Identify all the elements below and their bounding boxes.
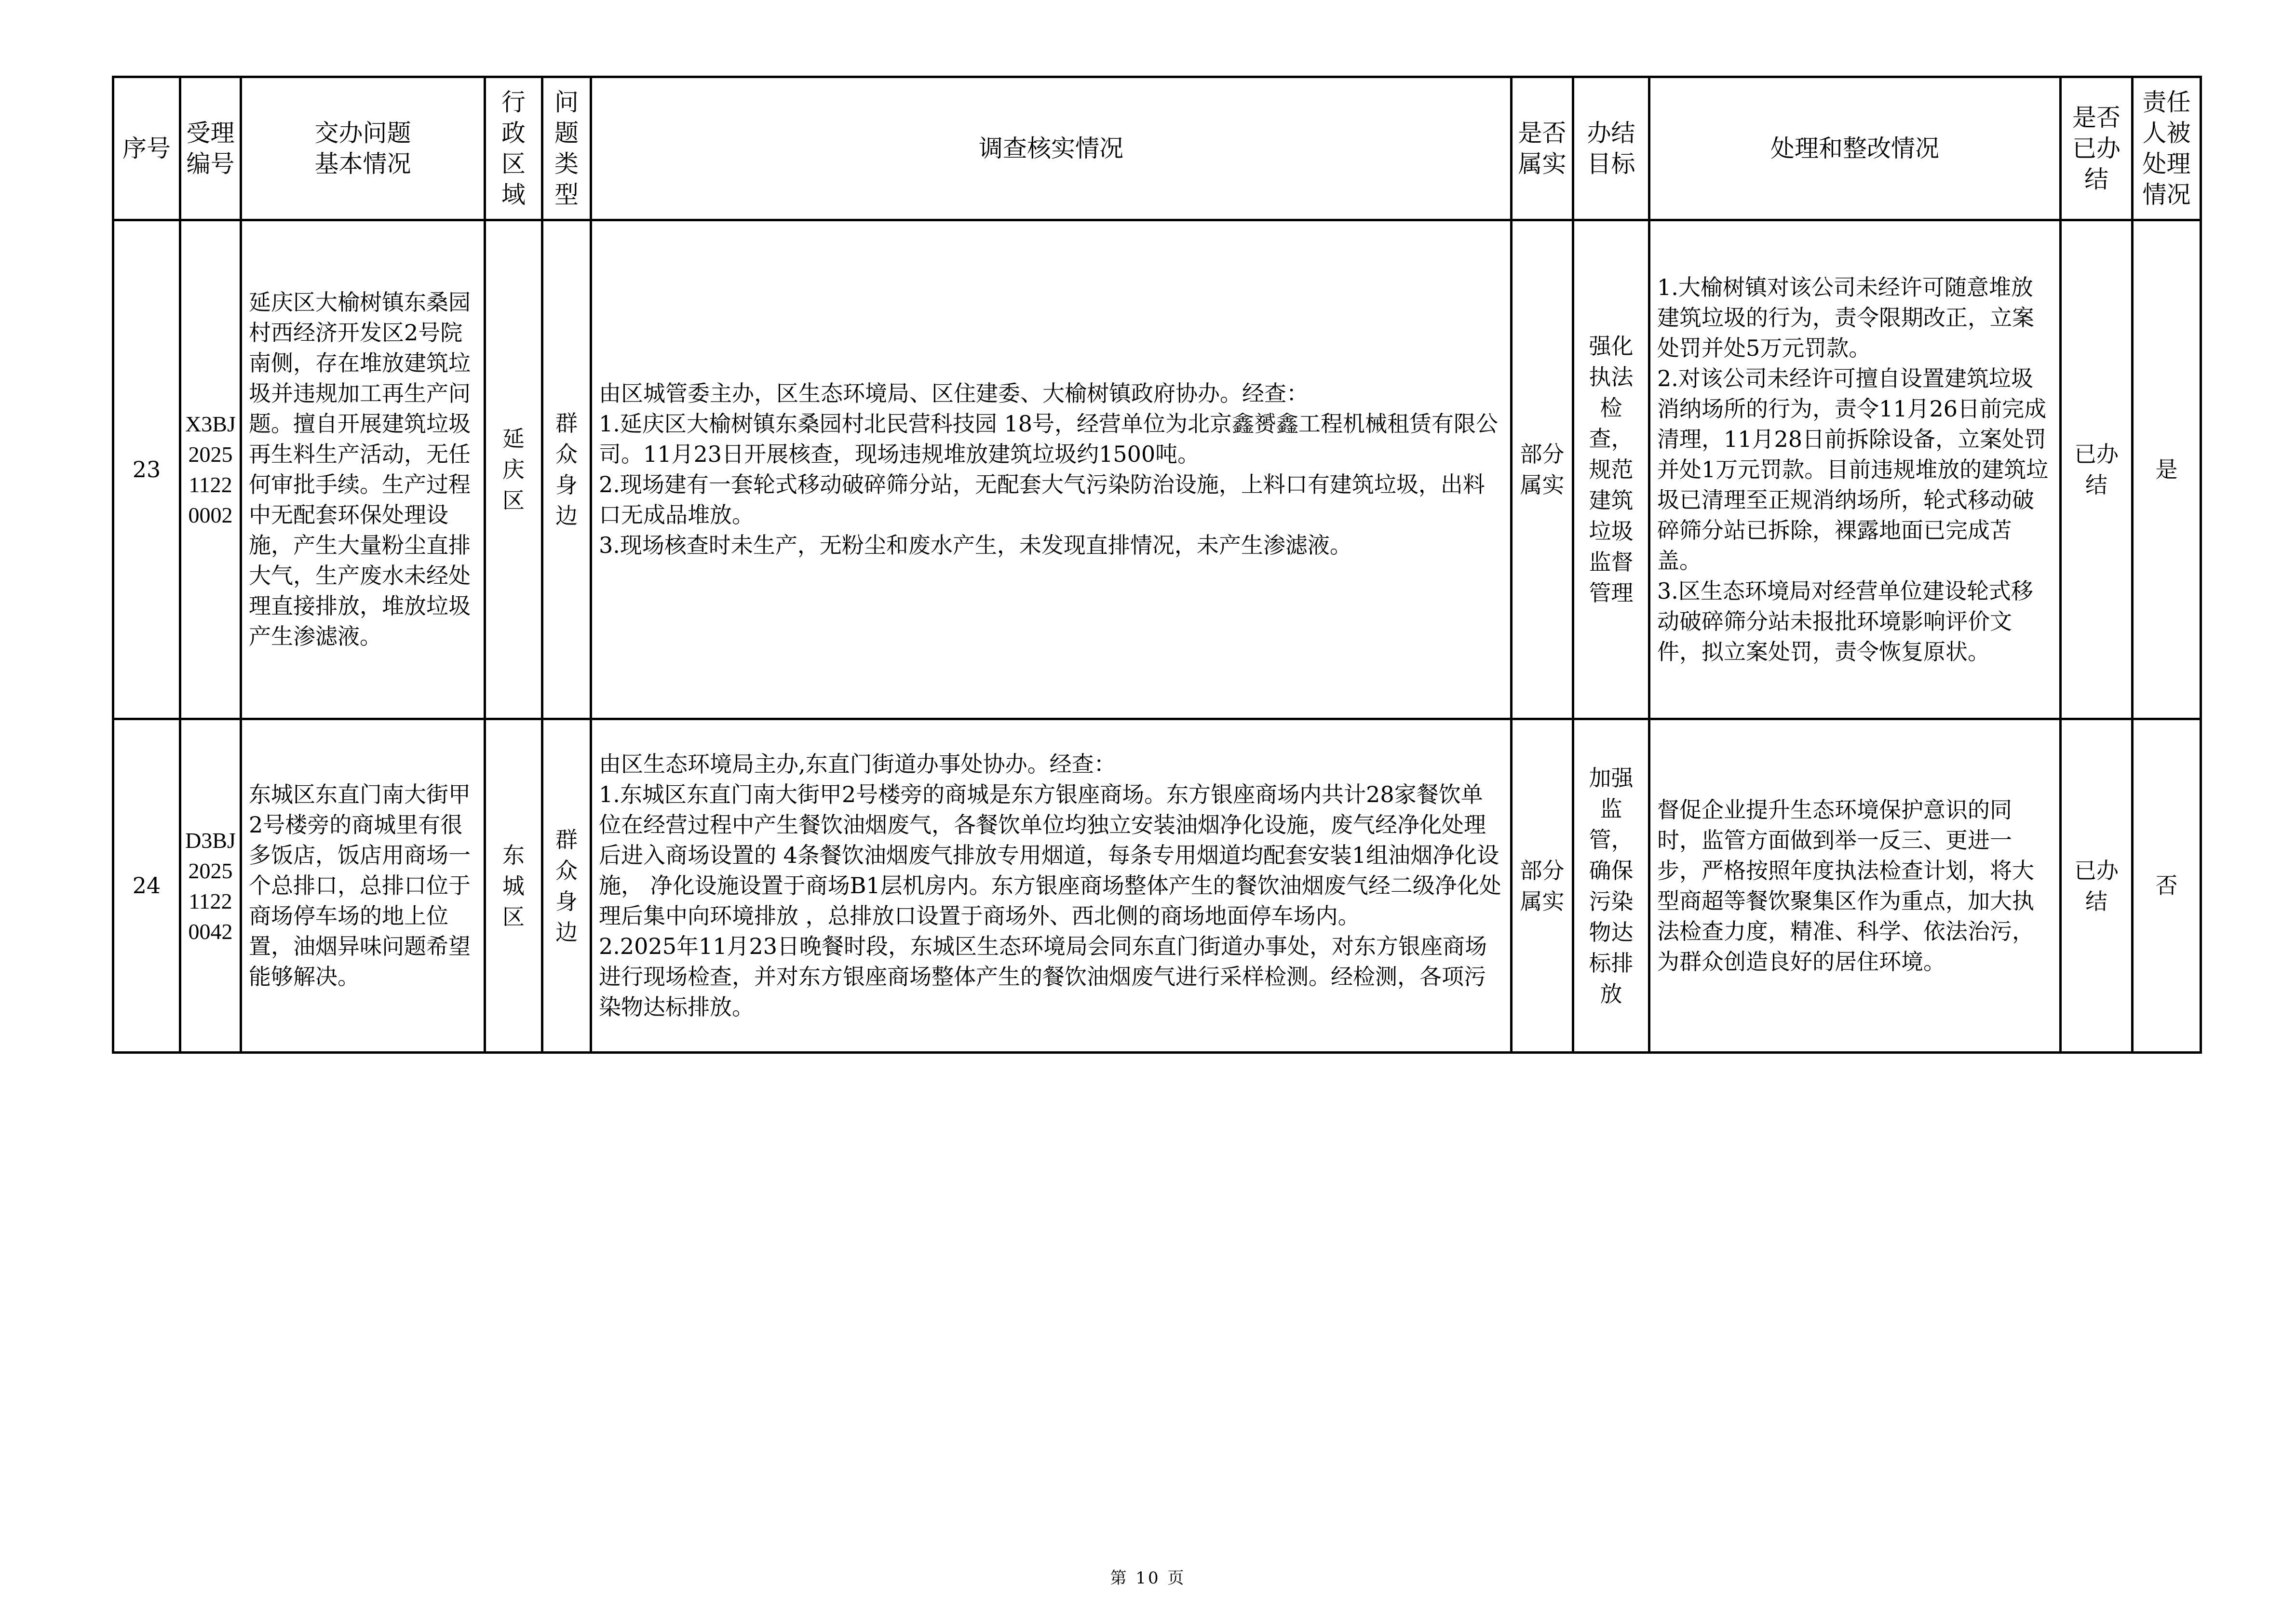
cell-seq: 24 [113,719,180,1053]
cell-investigation [591,719,1512,1053]
cell-seq: 23 [113,220,180,719]
handling-line: 2.对该公司未经许可擅自设置建筑垃圾消纳场所的行为，责令11月26日前完成清理，11月28日前拆除设备，立案处罚并处1万元罚款。目前违规堆放的建筑垃圾已清理至正规消纳场所，轮式移动破碎筛分站已拆除，裸露地面已完成苫盖。 [1657,365,2049,574]
investigation-line: 2.2025年11月23日晚餐时段，东城区生态环境局会同东直门街道办事处，对东方银座商场进行现场检查，并对东方银座商场整体产生的餐饮油烟废气进行采样检测。经检测，各项污染物达标排放。 [599,933,1487,1020]
cell-type: 群众身边 [542,220,591,719]
cell-district: 延庆区 [485,220,542,719]
header-goal: 办结目标 [1573,77,1649,220]
header-verified: 是否属实 [1512,77,1573,220]
handling-line: 3.区生态环境局对经营单位建设轮式移动破碎筛分站未报批环境影响评价文件，拟立案处罚，责令恢复原状。 [1657,577,2033,665]
header-issue: 交办问题基本情况 [241,77,485,220]
cell-closed: 已办结 [2061,220,2133,719]
cell-issue: 延庆区大榆树镇东桑园村西经济开发区2号院南侧，存在堆放建筑垃圾并违规加工再生产问题。擅自开展建筑垃圾再生料生产活动，无任何审批手续。生产过程中无配套环保处理设施，产生大量粉尘直排大气，生产废水未经处理直接排放，堆放垃圾产生渗滤液。 [241,220,485,719]
header-seq: 序号 [113,77,180,220]
investigation-line: 由区生态环境局主办,东直门街道办事处协办。经查： [599,751,1116,777]
cell-type: 群众身边 [542,719,591,1053]
cell-verified: 部分属实 [1512,220,1573,719]
header-accountability: 责任人被处理情况 [2133,77,2201,220]
cell-handling [1649,719,2061,1053]
handling-line: 1.大榆树镇对该公司未经许可随意堆放建筑垃圾的行为，责令限期改正，立案处罚并处5万元罚款。 [1657,274,2034,361]
cell-district: 东城区 [485,719,542,1053]
cell-issue: 东城区东直门南大街甲2号楼旁的商城里有很多饭店，饭店用商场一个总排口，总排口位于商场停车场的地上位置，油烟异味问题希望能够解决。 [241,719,485,1053]
page-number: 第 10 页 [1110,1569,1186,1588]
table-row [113,719,2201,1053]
cell-verified: 部分属实 [1512,719,1573,1053]
header-investigation: 调查核实情况 [591,77,1512,220]
investigation-line: 2.现场建有一套轮式移动破碎筛分站，无配套大气污染防治设施，上料口有建筑垃圾，出料口无成品堆放。 [599,471,1485,528]
cell-goal: 强化执法检查，规范建筑垃圾监督管理 [1573,220,1649,719]
complaint-handling-table [112,76,2202,1054]
investigation-line: 3.现场核查时未生产，无粉尘和废水产生，未发现直排情况，未产生渗滤液。 [599,532,1352,558]
cell-accountability: 是 [2133,220,2201,719]
cell-closed: 已办结 [2061,719,2133,1053]
table-row [113,220,2201,719]
cell-investigation [591,220,1512,719]
investigation-line: 1.东城区东直门南大街甲2号楼旁的商城是东方银座商场。东方银座商场内共计28家餐饮单位在经营过程中产生餐饮油烟废气，各餐饮单位均独立安装油烟净化设施，废气经净化处理后进入商场设置的 4条餐饮油烟废气排放专用烟道，每条专用烟道均配套安装1组油烟净化设施， 净化设施设置于商场B1层机房内。东方银座商场整体产生的餐饮油烟废气经二级净化处理后集中向环境排放 ，总排放口设置于商场外、西北侧的商场地面停车场内。 [599,781,1501,929]
header-type: 问题类型 [542,77,591,220]
cell-case-id: D3BJ202511220042 [180,719,241,1053]
cell-case-id: X3BJ202511220002 [180,220,241,719]
cell-goal: 加强监管，确保污染物达标排放 [1573,719,1649,1053]
cell-handling [1649,220,2061,719]
investigation-line: 由区城管委主办，区生态环境局、区住建委、大榆树镇政府协办。经查： [599,380,1309,406]
header-case-id: 受理编号 [180,77,241,220]
handling-line: 督促企业提升生态环境保护意识的同时，监管方面做到举一反三、更进一步，严格按照年度执法检查计划，将大型商超等餐饮聚集区作为重点，加大执法检查力度，精准、科学、依法治污，为群众创造良好的居住环境。 [1657,796,2034,975]
header-district: 行政区域 [485,77,542,220]
table-header-row [113,77,2201,220]
header-handling: 处理和整改情况 [1649,77,2061,220]
cell-accountability: 否 [2133,719,2201,1053]
investigation-line: 1.延庆区大榆树镇东桑园村北民营科技园 18号，经营单位为北京鑫赟鑫工程机械租赁有限公司。11月23日开展核查，现场违规堆放建筑垃圾约1500吨。 [599,411,1499,467]
header-closed: 是否已办结 [2061,77,2133,220]
